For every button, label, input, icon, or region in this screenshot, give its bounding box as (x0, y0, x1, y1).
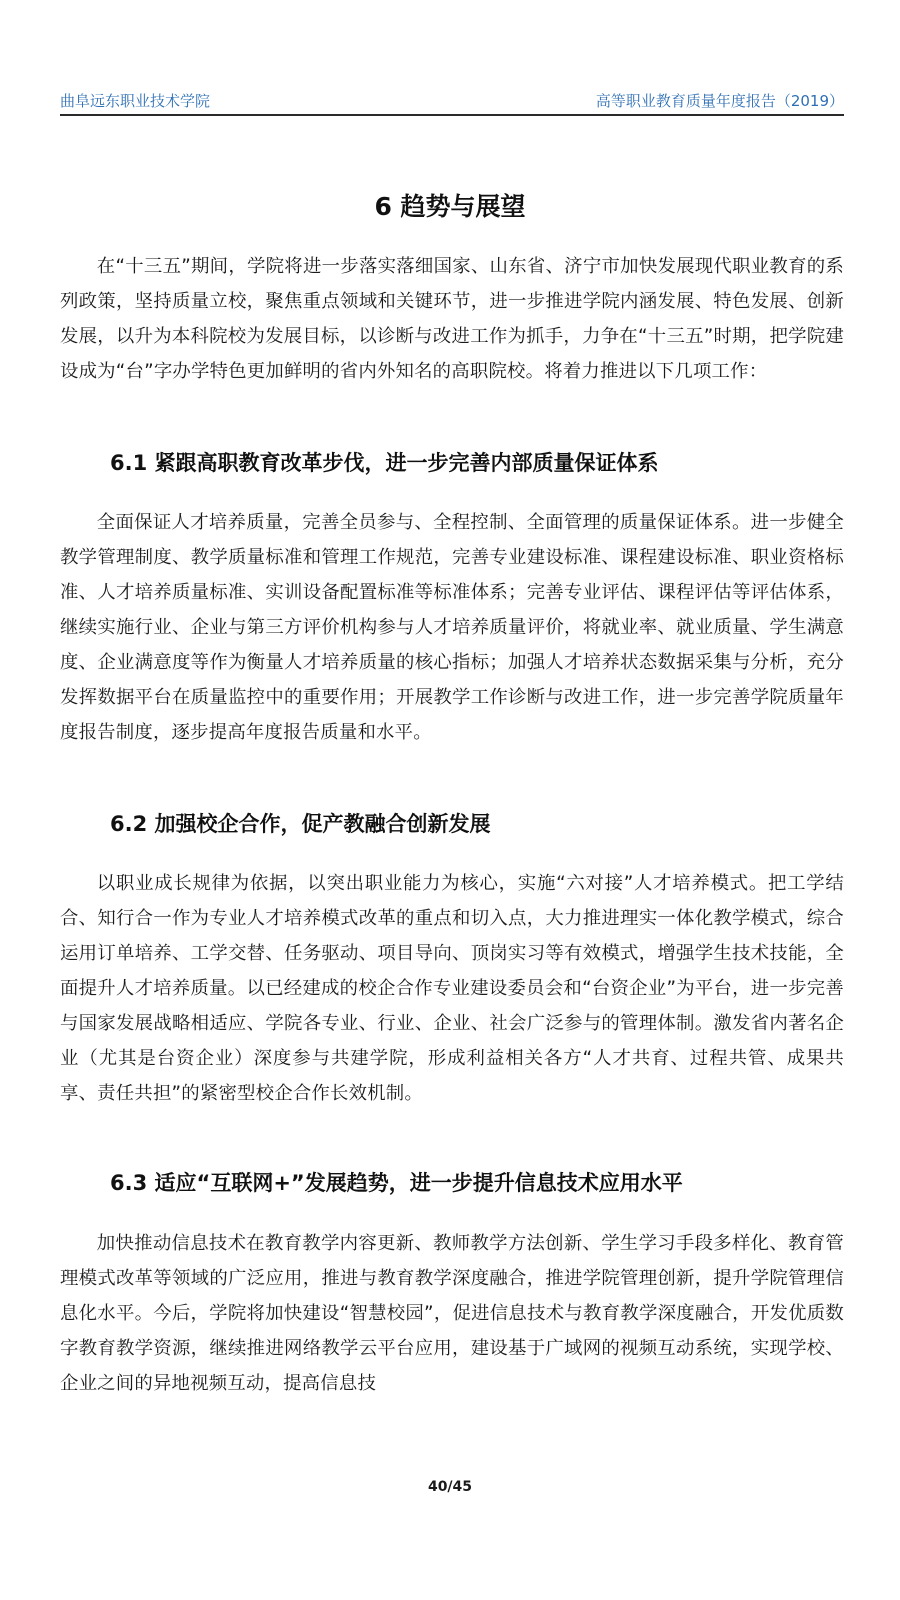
chapter-intro-paragraph: 在“十三五”期间，学院将进一步落实落细国家、山东省、济宁市加快发展现代职业教育的系列政策，坚持质量立校，聚焦重点领域和关键环节，进一步推进学院内涵发展、特色发展、创新发展，以升为本科院校为发展目标，以诊断与改进工作为抓手，力争在“十三五”时期，把学院建设成为“台”字办学特色更加鲜明的省内外知名的高职院校。将着力推进以下几项工作： (60, 256, 844, 382)
section-body-6-1: 全面保证人才培养质量，完善全员参与、全程控制、全面管理的质量保证体系。进一步健全教学管理制度、教学质量标准和管理工作规范，完善专业建设标准、课程建设标准、职业资格标准、人才培养质量标准、实训设备配置标准等标准体系；完善专业评估、课程评估等评估体系，继续实施行业、企业与第三方评价机构参与人才培养质量评价，将就业率、就业质量、学生满意度、企业满意度等作为衡量人才培养质量的核心指标；加强人才培养状态数据采集与分析，充分发挥数据平台在质量监控中的重要作用；开展教学工作诊断与改进工作，进一步完善学院质量年度报告制度，逐步提高年度报告质量和水平。 (60, 512, 844, 743)
page-number: 40/45 (427, 1479, 473, 1495)
section-title-6-2: 6.2 加强校企合作，促产教融合创新发展 (110, 812, 491, 836)
chapter-title: 6 趋势与展望 (374, 192, 526, 221)
section-title-6-1: 6.1 紧跟高职教育改革步伐，进一步完善内部质量保证体系 (110, 451, 659, 475)
section-body-6-2: 以职业成长规律为依据，以突出职业能力为核心，实施“六对接”人才培养模式。把工学结合、知行合一作为专业人才培养模式改革的重点和切入点，大力推进理实一体化教学模式，综合运用订单培养、工学交替、任务驱动、项目导向、顶岗实习等有效模式，增强学生技术技能，全面提升人才培养质量。以已经建成的校企合作专业建设委员会和“台资企业”为平台，进一步完善与国家发展战略相适应、学院各专业、行业、企业、社会广泛参与的管理体制。激发省内著名企业（尤其是台资企业）深度参与共建学院，形成利益相关各方“人才共育、过程共管、成果共享、责任共担”的紧密型校企合作长效机制。 (60, 873, 844, 1104)
section-body-6-3: 加快推动信息技术在教育教学内容更新、教师教学方法创新、学生学习手段多样化、教育管理模式改革等领域的广泛应用，推进与教育教学深度融合，推进学院管理创新，提升学院管理信息化水平。今后，学院将加快建设“智慧校园”，促进信息技术与教育教学深度融合，开发优质数字教育教学资源，继续推进网络教学云平台应用，建设基于广域网的视频互动系统，实现学校、企业之间的异地视频互动，提高信息技 (60, 1233, 844, 1394)
header-report-title: 高等职业教育质量年度报告（2019） (595, 92, 844, 110)
header-institution: 曲阜远东职业技术学院 (60, 92, 211, 110)
page-header (60, 88, 844, 116)
section-title-6-3: 6.3 适应“互联网+”发展趋势，进一步提升信息技术应用水平 (110, 1171, 683, 1195)
